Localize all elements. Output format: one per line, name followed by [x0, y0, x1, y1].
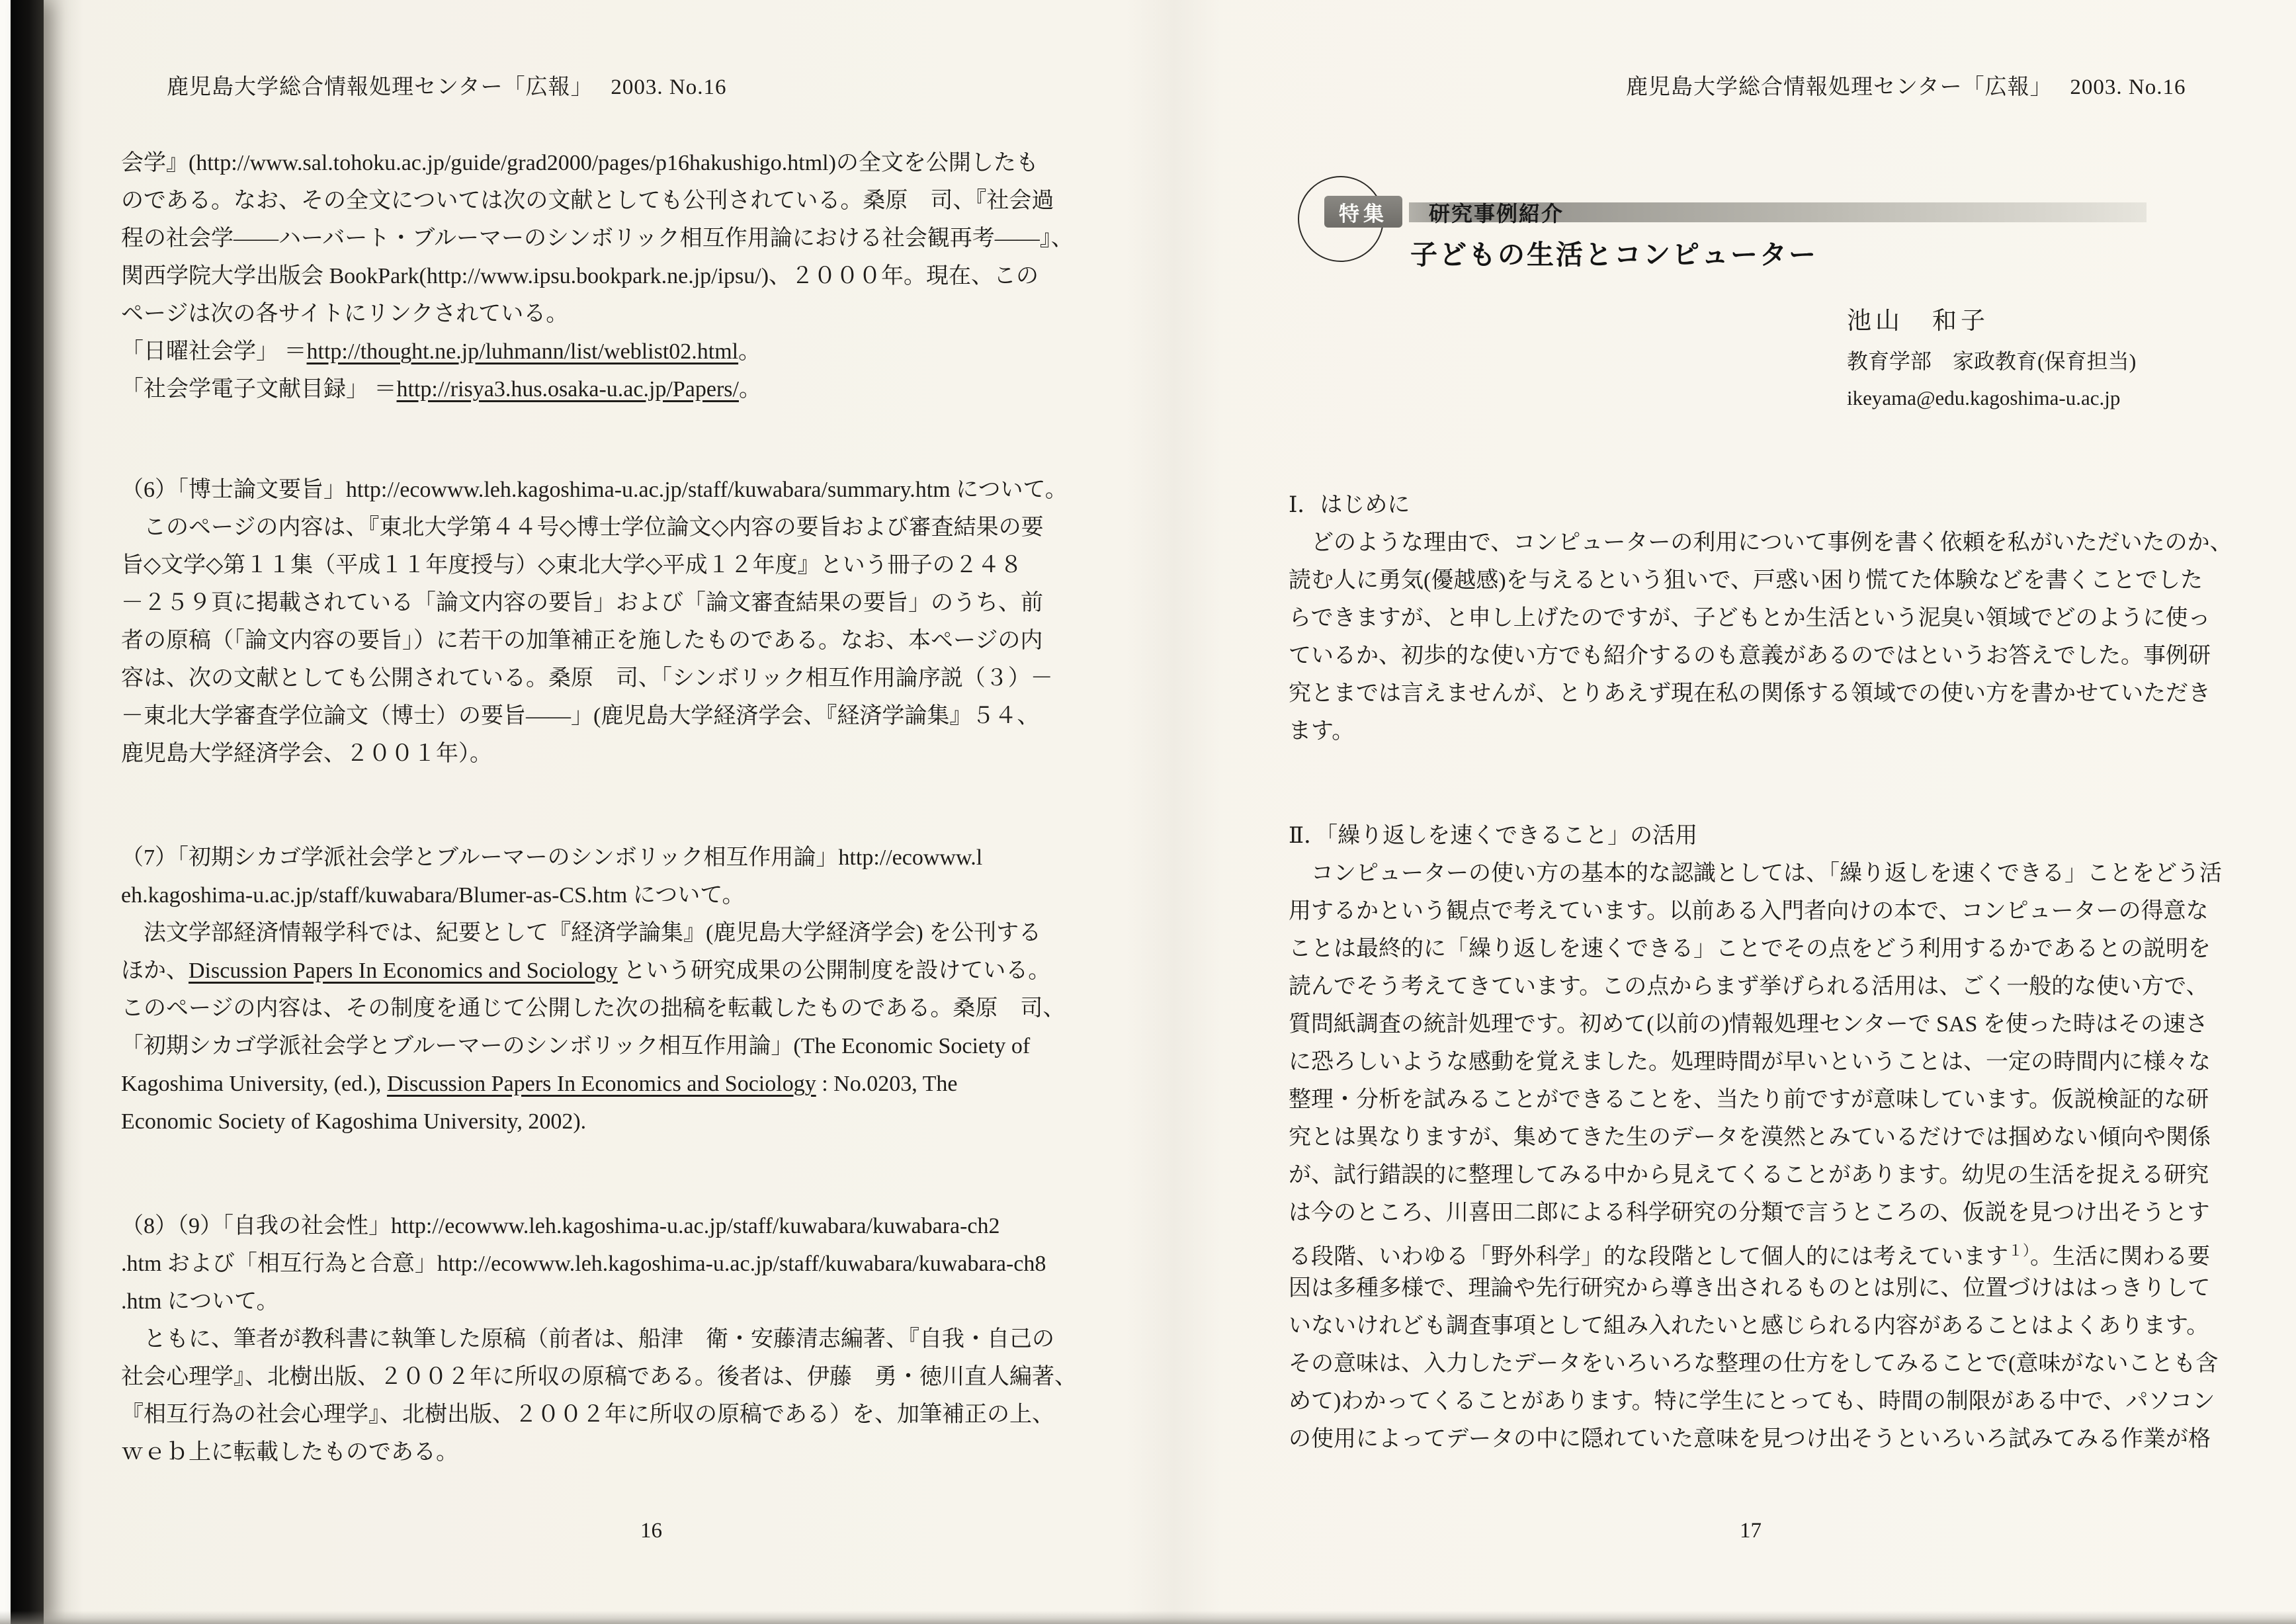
text-line: －２５９頁に掲載されている「論文内容の要旨」および「論文審査結果の要旨」のうち、前 [121, 591, 1043, 615]
text-line: 究とまでは言えませんが、とりあえず現在私の関係する領域での使い方を書かせていただき [1289, 681, 2211, 706]
text-line: 質問紙調査の統計処理です。初めて(以前の)情報処理センターで SAS を使った時はその速さ [1289, 1012, 2208, 1037]
text-line: 容は、次の文献としても公開されている。桑原 司、「シンボリック相互作用論序説（３）－ [121, 666, 1053, 691]
scan-binding-edge [11, 0, 44, 1624]
text-line: いないけれども調査事項として組み入れたいと感じられる内容があることはよくあります。 [1289, 1314, 2209, 1338]
text-line: の使用によってデータの中に隠れていた意味を見つけ出そうといろいろ試みてみる作業が格 [1289, 1427, 2211, 1451]
text-line: 関西学院大学出版会 BookPark(http://www.ipsu.bookpark.ne.jp/ipsu/)、２０００年。現在、この [121, 264, 1039, 288]
text-line: ほか、Discussion Papers In Economics and Sociology という研究成果の公開制度を設けている。 [121, 959, 1051, 983]
text-line: ているか、初歩的な使い方でも紹介するのも意義があるのではというお答えでした。事例研 [1289, 644, 2211, 668]
text-line: 旨◇文学◇第１１集（平成１１年度授与）◇東北大学◇平成１２年度』という冊子の２４８ [121, 553, 1023, 577]
text-line: る段階、いわゆる「野外科学」的な段階として個人的には考えています$^{1)}$。生活に関わる要 [1289, 1242, 2211, 1269]
text-line: eh.kagoshima-u.ac.jp/staff/kuwabara/Blumer-as-CS.htm について。 [121, 883, 745, 908]
text-line: めて)わかってくることがあります。特に学生にとっても、時間の制限がある中で、パソコン [1289, 1389, 2215, 1414]
text-line: Economic Society of Kagoshima University, 2002). [121, 1109, 587, 1134]
author-affiliation: 教育学部 家政教育(保育担当) [1847, 349, 2137, 373]
text-line: 法文学部経済情報学科では、紀要として『経済学論集』(鹿児島大学経済学会) を公刊する [121, 921, 1042, 945]
text-line: （7）「初期シカゴ学派社会学とブルーマーのシンボリック相互作用論」http://ecowww.l [121, 845, 983, 870]
text-line: ます。 [1289, 719, 1355, 744]
text-line: ｗｅｂ上に転載したものである。 [121, 1440, 458, 1465]
text-line: （6）「博士論文要旨」http://ecowww.leh.kagoshima-u.ac.jp/staff/kuwabara/summary.htm について。 [121, 478, 1068, 502]
text-line: 「初期シカゴ学派社会学とブルーマーのシンボリック相互作用論」(The Economic Society of [121, 1034, 1031, 1058]
text-line: が、試行錯誤的に整理してみる中から見えてくることがあります。幼児の生活を捉える研究 [1289, 1163, 2209, 1187]
text-line: 整理・分析を試みることができることを、当たり前ですが意味しています。仮説検証的な研 [1289, 1088, 2209, 1112]
text-line: 「日曜社会学」 ＝http://thought.ne.jp/luhmann/list/weblist02.html。 [121, 339, 761, 364]
body-paragraph [121, 471, 1107, 773]
text-line: に恐ろしいような感動を覚えました。処理時間が早いということは、一定の時間内に様々な [1289, 1050, 2211, 1074]
text-line: その意味は、入力したデータをいろいろな整理の仕方をしてみることで(意味がないことも含 [1289, 1351, 2219, 1376]
text-line: 鹿児島大学経済学会、２００１年）。 [121, 742, 492, 766]
section-hajimeni [1289, 486, 2234, 750]
text-line: 読む人に勇気(優越感)を与えるという狙いで、戸惑い困り慌てた体験などを書くことでした [1289, 568, 2203, 593]
text-line: 究とは異なりますが、集めてきた生のデータを漠然とみているだけでは掴めない傾向や関係 [1289, 1125, 2211, 1150]
text-line: 社会心理学』、北樹出版、２００２年に所収の原稿である。後者は、伊藤 勇・徳川直人編著、 [121, 1365, 1077, 1389]
article-title: 子どもの生活とコンピューター [1410, 239, 1818, 270]
text-line: Ⅱ．「繰り返しを速くできること」の活用 [1289, 824, 1698, 848]
page-header-right: 鹿児島大学総合情報処理センター「広報」 2003. No.16 [1626, 75, 2186, 99]
text-line: どのような理由で、コンピューターの利用について事例を書く依頼を私がいただいたのか、 [1289, 531, 2232, 555]
scan-shadow-band [44, 0, 83, 1624]
page-number-right: 17 [1740, 1519, 1762, 1543]
text-line: 程の社会学――ハーバート・ブルーマーのシンボリック相互作用論における社会観再考――』、 [121, 226, 1074, 251]
text-line: 読んでそう考えてきています。この点からまず挙げられる活用は、ごく一般的な使い方で、 [1289, 974, 2209, 999]
text-line: Kagoshima University, (ed.), Discussion Papers In Economics and Sociology : No.0203, The [121, 1072, 958, 1096]
feature-section-bar [1409, 202, 2147, 226]
text-line: 用するかという観点で考えています。以前ある入門者向けの本で、コンピューターの得意な [1289, 899, 2209, 923]
text-line: らできますが、と申し上げたのですが、子どもとか生活という泥臭い領域でどのように使っ [1289, 606, 2211, 630]
feature-section-label: 研究事例紹介 [1429, 202, 1564, 226]
body-paragraph [121, 144, 1107, 408]
page-header-left: 鹿児島大学総合情報処理センター「広報」 2003. No.16 [167, 75, 727, 99]
text-line: （8）（9）「自我の社会性」http://ecowww.leh.kagoshima-u.ac.jp/staff/kuwabara/kuwabara-ch2 [121, 1214, 1000, 1238]
page-gutter-shadow [1125, 0, 1224, 1624]
text-line: 会学』(http://www.sal.tohoku.ac.jp/guide/grad2000/pages/p16hakushigo.html)の全文を公開したも [121, 151, 1039, 175]
scan-bottom-edge [0, 1611, 2296, 1624]
author-block [1847, 301, 2136, 416]
text-line: 者の原稿（「論文内容の要旨」）に若干の加筆補正を施したものである。なお、本ページの内 [121, 628, 1043, 653]
text-line: 「社会学電子文献目録」 ＝http://risya3.hus.osaka-u.ac.jp/Papers/。 [121, 377, 761, 402]
text-line: のである。なお、その全文については次の文献としても公刊されている。桑原 司、『社会過 [121, 189, 1054, 213]
text-line: －東北大学審査学位論文（博士）の要旨――」(鹿児島大学経済学会、『経済学論集』５４、 [121, 704, 1040, 728]
author-email: ikeyama@edu.kagoshima-u.ac.jp [1847, 386, 2121, 409]
text-line: 因は多種多様で、理論や先行研究から導き出されるものとは別に、位置づけははっきりして [1289, 1276, 2211, 1301]
body-paragraph [121, 1207, 1107, 1471]
author-name: 池山 和子 [1847, 308, 1989, 335]
page-number-left: 16 [640, 1519, 662, 1543]
text-line: 『相互行為の社会心理学』、北樹出版、２００２年に所収の原稿である）を、加筆補正の上、 [121, 1402, 1054, 1427]
text-line: .htm および「相互行為と合意」http://ecowww.leh.kagoshima-u.ac.jp/staff/kuwabara/kuwabara-ch8 [121, 1252, 1046, 1276]
text-line: ともに、筆者が教科書に執筆した原稿（前者は、船津 衛・安藤清志編著、『自我・自己の [121, 1327, 1054, 1351]
scan-margin [0, 0, 11, 1624]
text-line: Ⅰ．はじめに [1289, 493, 1410, 517]
feature-badge: 特集 [1324, 196, 1402, 228]
section-kurikaeshi [1289, 817, 2234, 1458]
text-line: ページは次の各サイトにリンクされている。 [121, 302, 569, 326]
text-line: コンピューターの使い方の基本的な認識としては、「繰り返しを速くできる」ことをどう活 [1289, 861, 2222, 886]
text-line: ことは最終的に「繰り返しを速くできる」ことでその点をどう利用するかであるとの説明を [1289, 937, 2211, 961]
text-line: このページの内容は、『東北大学第４４号◇博士学位論文◇内容の要旨および審査結果の要 [121, 515, 1044, 540]
text-line: は今のところ、川喜田二郎による科学研究の分類で言うところの、仮説を見つけ出そうとす [1289, 1201, 2210, 1225]
text-line: このページの内容は、その制度を通じて公開した次の拙稿を転載したものである。桑原 司、 [121, 996, 1066, 1021]
body-paragraph [121, 839, 1107, 1140]
text-line: .htm について。 [121, 1289, 279, 1314]
